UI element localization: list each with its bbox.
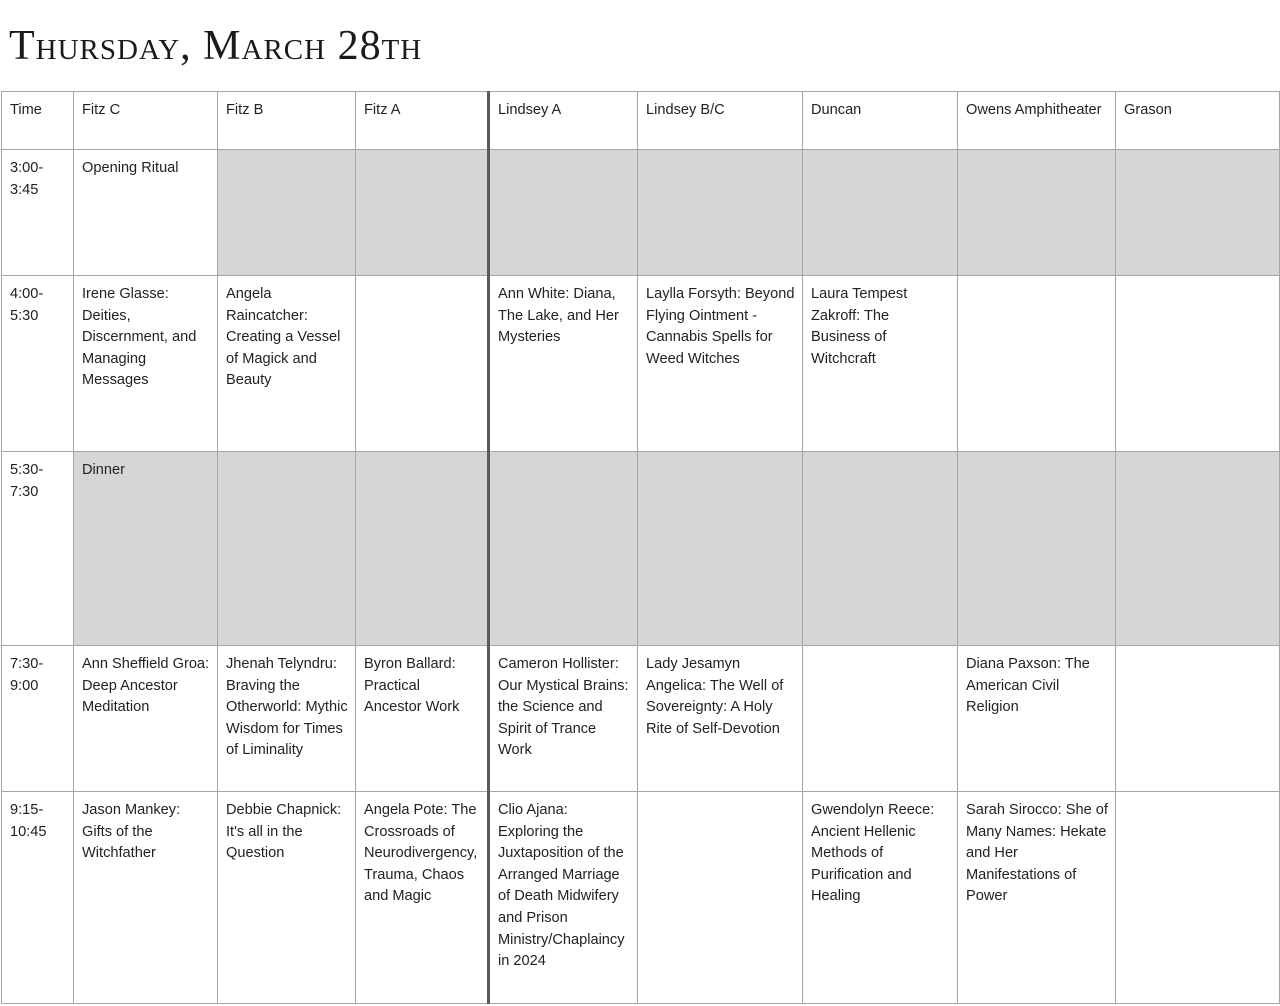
header-fitz-c: Fitz C	[74, 92, 218, 150]
time-cell: 9:15-10:45	[2, 792, 74, 1004]
session-cell: Angela Pote: The Crossroads of Neurodivergency, Trauma, Chaos and Magic	[356, 792, 489, 1004]
header-lindsey-a: Lindsey A	[489, 92, 638, 150]
header-row	[2, 92, 1280, 150]
session-cell: Laylla Forsyth: Beyond Flying Ointment - Cannabis Spells for Weed Witches	[638, 276, 803, 452]
schedule-row-dinner	[2, 452, 1280, 646]
session-cell: Cameron Hollister: Our Mystical Brains: the Science and Spirit of Trance Work	[489, 646, 638, 792]
blocked-cell	[218, 150, 356, 276]
blocked-cell	[489, 452, 638, 646]
session-cell: Laura Tempest Zakroff: The Business of Witchcraft	[803, 276, 958, 452]
schedule-row-session-2	[2, 646, 1280, 792]
session-cell: Jhenah Telyndru: Braving the Otherworld: Mythic Wisdom for Times of Liminality	[218, 646, 356, 792]
blocked-cell	[356, 150, 489, 276]
schedule-row-session-3	[2, 792, 1280, 1004]
time-cell: 7:30-9:00	[2, 646, 74, 792]
time-cell: 5:30-7:30	[2, 452, 74, 646]
blocked-cell	[218, 452, 356, 646]
session-cell: Dinner	[74, 452, 218, 646]
session-cell: Byron Ballard: Practical Ancestor Work	[356, 646, 489, 792]
blocked-cell	[1116, 452, 1280, 646]
session-cell: Opening Ritual	[74, 150, 218, 276]
header-grason: Grason	[1116, 92, 1280, 150]
schedule-table	[1, 91, 1280, 1004]
schedule-row-session-1	[2, 276, 1280, 452]
session-cell: Debbie Chapnick: It's all in the Question	[218, 792, 356, 1004]
blocked-cell	[356, 452, 489, 646]
session-cell	[1116, 646, 1280, 792]
header-duncan: Duncan	[803, 92, 958, 150]
blocked-cell	[489, 150, 638, 276]
session-cell: Irene Glasse: Deities, Discernment, and Managing Messages	[74, 276, 218, 452]
header-owens-amphitheater: Owens Amphitheater	[958, 92, 1116, 150]
session-cell: Gwendolyn Reece: Ancient Hellenic Methods of Purification and Healing	[803, 792, 958, 1004]
session-cell	[356, 276, 489, 452]
blocked-cell	[638, 452, 803, 646]
session-cell: Ann White: Diana, The Lake, and Her Mysteries	[489, 276, 638, 452]
blocked-cell	[958, 150, 1116, 276]
blocked-cell	[958, 452, 1116, 646]
session-cell: Jason Mankey: Gifts of the Witchfather	[74, 792, 218, 1004]
blocked-cell	[1116, 150, 1280, 276]
blocked-cell	[803, 150, 958, 276]
session-cell: Angela Raincatcher: Creating a Vessel of Magick and Beauty	[218, 276, 356, 452]
header-fitz-a: Fitz A	[356, 92, 489, 150]
header-lindsey-bc: Lindsey B/C	[638, 92, 803, 150]
header-time: Time	[2, 92, 74, 150]
page-title: Thursday, March 28th	[9, 23, 423, 69]
session-cell	[803, 646, 958, 792]
session-cell	[958, 276, 1116, 452]
session-cell: Diana Paxson: The American Civil Religion	[958, 646, 1116, 792]
session-cell	[638, 792, 803, 1004]
session-cell	[1116, 276, 1280, 452]
session-cell	[1116, 792, 1280, 1004]
session-cell: Clio Ajana: Exploring the Juxtaposition of the Arranged Marriage of Death Midwifery and Prison Ministry/Chaplaincy in 2024	[489, 792, 638, 1004]
schedule-row-opening	[2, 150, 1280, 276]
session-cell: Sarah Sirocco: She of Many Names: Hekate and Her Manifestations of Power	[958, 792, 1116, 1004]
blocked-cell	[638, 150, 803, 276]
blocked-cell	[803, 452, 958, 646]
time-cell: 3:00-3:45	[2, 150, 74, 276]
session-cell: Ann Sheffield Groa: Deep Ancestor Meditation	[74, 646, 218, 792]
session-cell: Lady Jesamyn Angelica: The Well of Sovereignty: A Holy Rite of Self-Devotion	[638, 646, 803, 792]
time-cell: 4:00-5:30	[2, 276, 74, 452]
header-fitz-b: Fitz B	[218, 92, 356, 150]
